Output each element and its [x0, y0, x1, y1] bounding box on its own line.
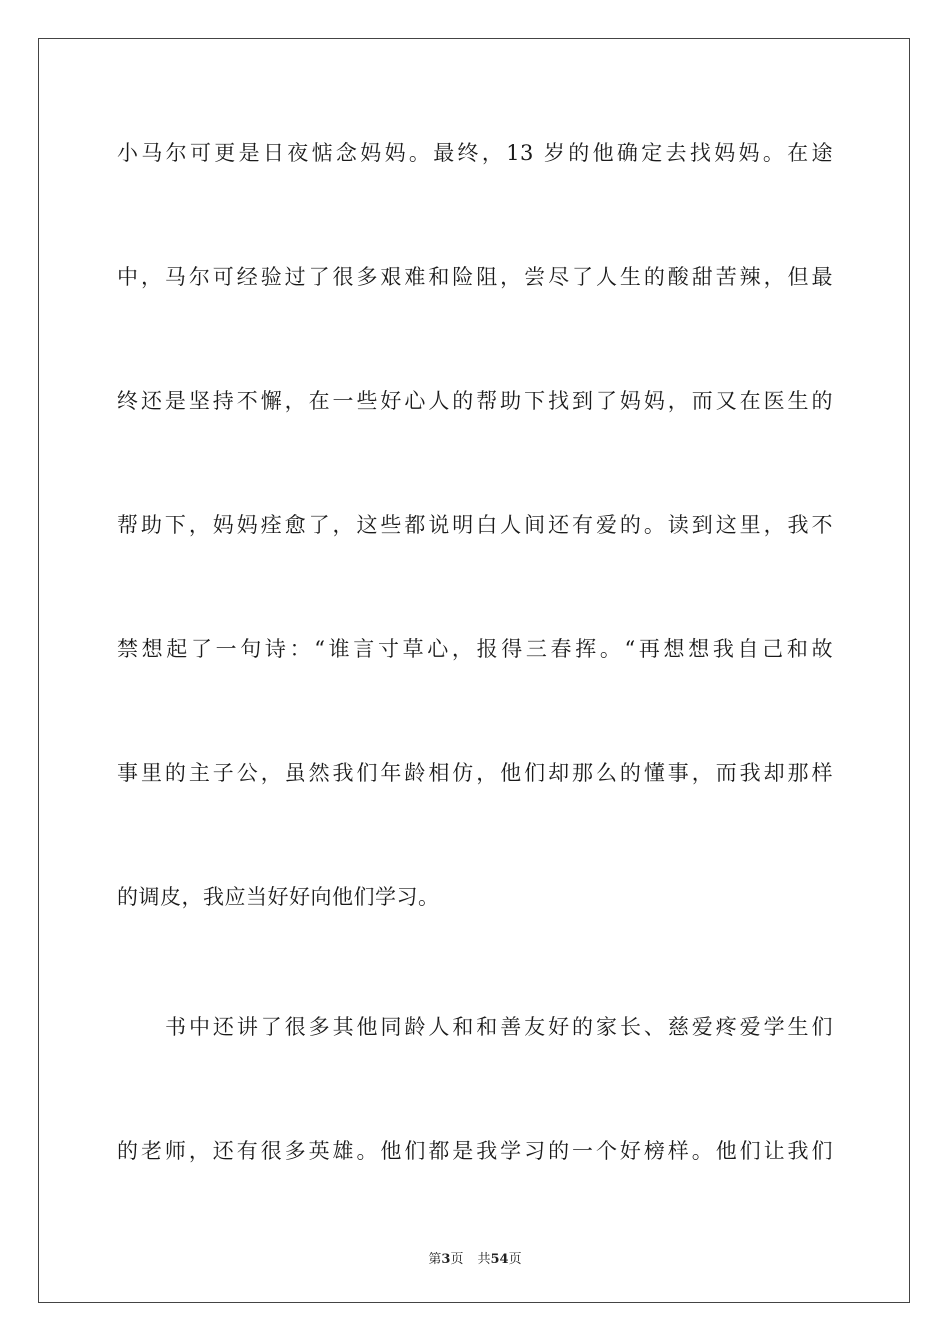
page-footer — [0, 1248, 950, 1267]
page-prefix: 第 — [428, 1252, 442, 1267]
text-line: 小马尔可更是日夜惦念妈妈。最终，13 岁的他确定去找妈妈。在途 — [117, 141, 833, 165]
page-border — [38, 38, 910, 1303]
text-line-paragraph-end: 的调皮，我应当好好向他们学习。 — [117, 885, 440, 909]
page-suffix: 页 — [450, 1252, 464, 1267]
total-pages: 54 — [490, 1252, 509, 1267]
text-line: 终还是坚持不懈，在一些好心人的帮助下找到了妈妈，而又在医生的 — [117, 389, 833, 413]
text-line: 禁想起了一句诗：“谁言寸草心，报得三春挥。“再想想我自己和故 — [117, 637, 833, 661]
text-line: 事里的主子公，虽然我们年龄相仿，他们却那么的懂事，而我却那样 — [117, 761, 833, 785]
text-line: 帮助下，妈妈痊愈了，这些都说明白人间还有爱的。读到这里，我不 — [117, 513, 833, 537]
page-number: 3 — [441, 1252, 451, 1267]
text-line: 的老师，还有很多英雄。他们都是我学习的一个好榜样。他们让我们 — [117, 1139, 833, 1163]
text-line-paragraph-start: 书中还讲了很多其他同龄人和和善友好的家长、慈爱疼爱学生们 — [165, 1015, 833, 1039]
total-prefix: 共 — [477, 1252, 491, 1267]
text-line: 中，马尔可经验过了很多艰难和险阻，尝尽了人生的酸甜苦辣，但最 — [117, 265, 833, 289]
total-suffix: 页 — [508, 1252, 522, 1267]
